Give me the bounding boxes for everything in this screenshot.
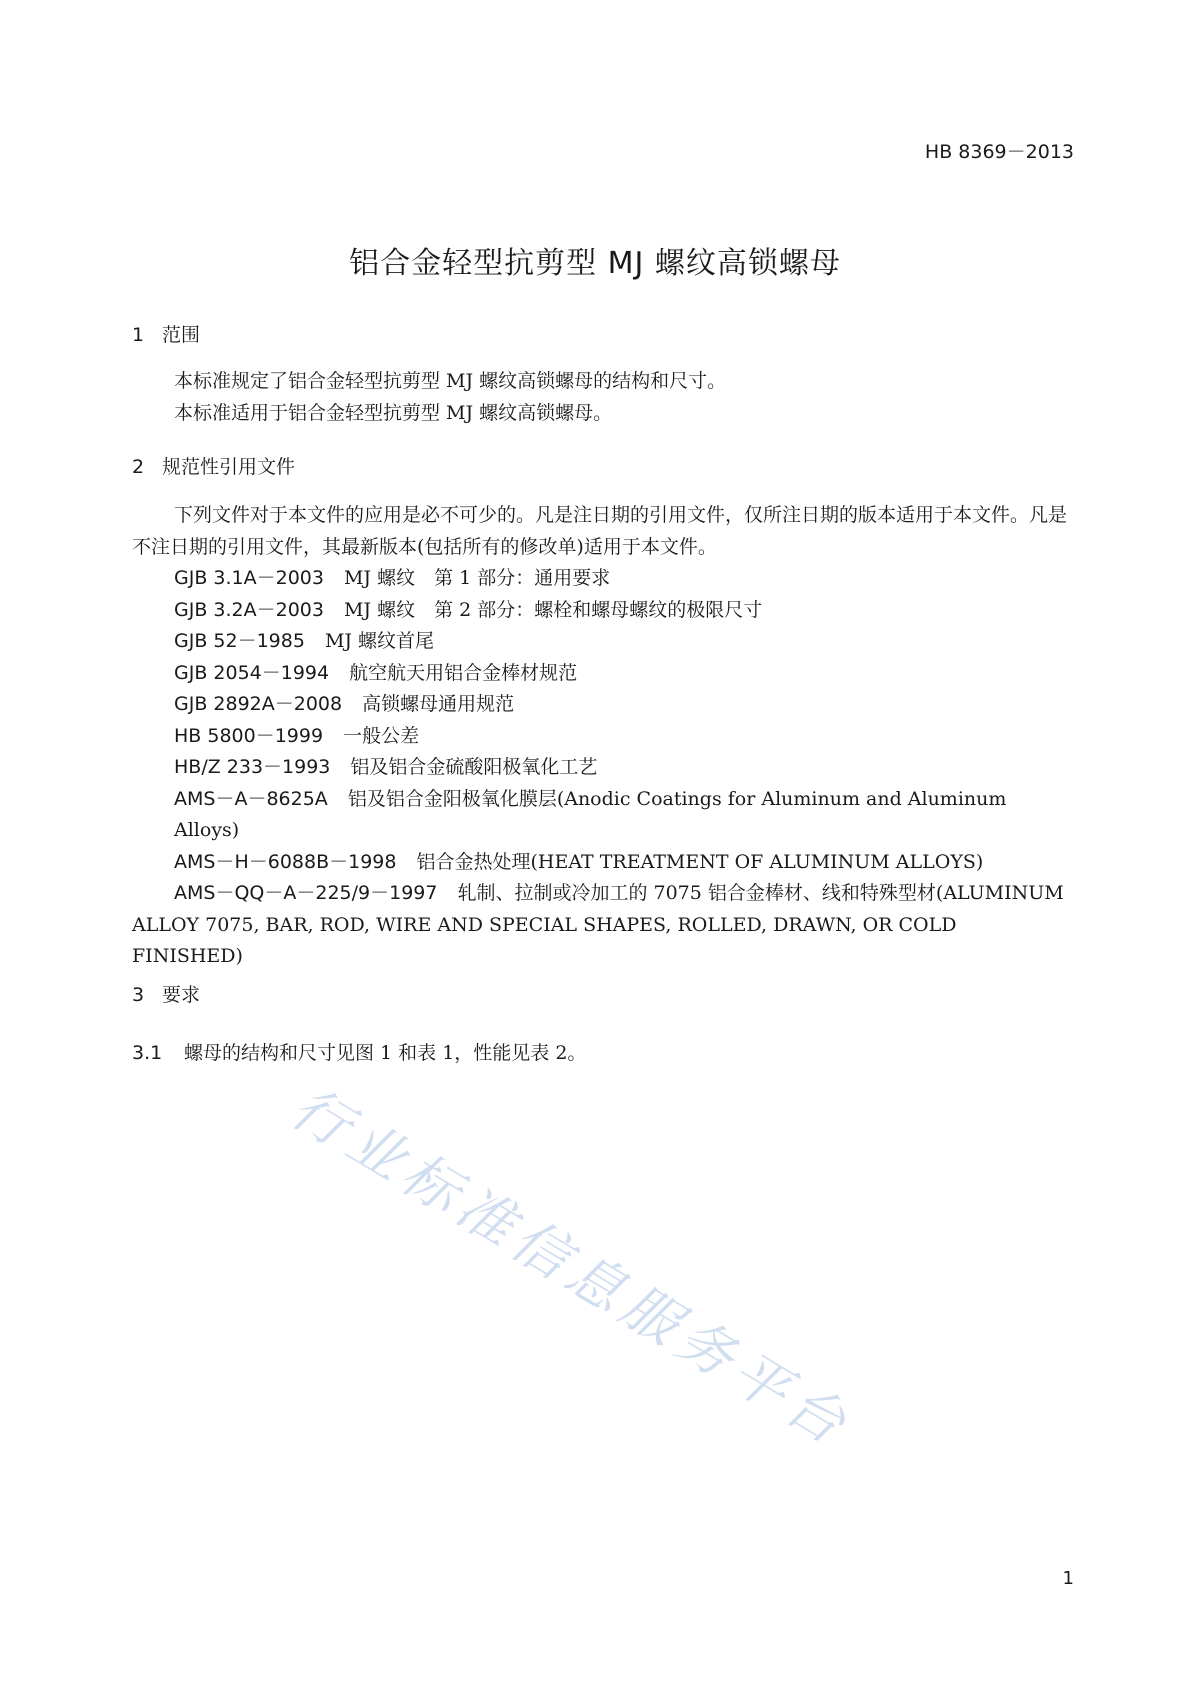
reference-title: 高锁螺母通用规范 xyxy=(362,693,515,715)
reference-item xyxy=(132,658,1072,690)
reference-title: MJ 螺纹 第 2 部分：螺栓和螺母螺纹的极限尺寸 xyxy=(343,598,763,621)
section-3-heading xyxy=(132,980,200,1007)
reference-item xyxy=(132,563,1072,595)
reference-title: 航空航天用铝合金棒材规范 xyxy=(349,661,578,684)
reference-title: 铝及铝合金阳极氧化膜层(Anodic Coatings for Aluminum and Aluminum Alloys) xyxy=(174,787,1007,841)
reference-item xyxy=(132,721,1072,753)
reference-item xyxy=(132,878,1072,973)
section-1-heading xyxy=(132,320,200,347)
reference-title: 铝合金热处理(HEAT TREATMENT OF ALUMINUM ALLOYS) xyxy=(416,850,984,873)
clause-number: 3.1 xyxy=(132,1042,163,1064)
section-title: 规范性引用文件 xyxy=(162,456,296,478)
section-number: 3 xyxy=(132,984,145,1006)
paragraph: 本标准规定了铝合金轻型抗剪型 MJ 螺纹高锁螺母的结构和尺寸。 xyxy=(174,370,727,392)
section-2-body xyxy=(132,500,1072,973)
clause-3-1 xyxy=(132,1038,586,1065)
reference-code: GJB 2892A－2008 xyxy=(174,693,343,715)
reference-item xyxy=(132,752,1072,784)
reference-item xyxy=(132,689,1072,721)
section-title: 范围 xyxy=(162,324,201,346)
reference-item xyxy=(132,784,1072,847)
reference-code: HB/Z 233－1993 xyxy=(174,756,331,778)
reference-code: HB 5800－1999 xyxy=(174,724,324,747)
document-title: 铝合金轻型抗剪型 MJ 螺纹高锁螺母 xyxy=(349,246,841,281)
reference-code: GJB 52－1985 xyxy=(174,630,305,652)
section-title: 要求 xyxy=(162,984,201,1006)
reference-item xyxy=(132,595,1072,627)
reference-title: 一般公差 xyxy=(343,724,420,747)
section-number: 1 xyxy=(132,324,145,346)
reference-item xyxy=(132,626,1072,658)
reference-title: 轧制、拉制或冷加工的 7075 铝合金棒材、线和特殊型材(ALUMINUM ALLOY 7075, BAR, ROD, WIRE AND SPECIAL SHAPES, ROLLED, DRAWN, OR COLD FINISHED) xyxy=(132,882,1064,967)
reference-code: AMS－QQ－A－225/9－1997 xyxy=(174,882,438,904)
section-number: 2 xyxy=(132,456,145,478)
reference-code: GJB 3.2A－2003 xyxy=(174,598,324,621)
section-2-heading xyxy=(132,452,295,479)
reference-code: AMS－A－8625A xyxy=(174,787,328,810)
reference-title: MJ 螺纹首尾 xyxy=(324,630,435,652)
section-1-body xyxy=(132,366,1072,429)
page-number: 1 xyxy=(1062,1568,1074,1589)
reference-title: MJ 螺纹 第 1 部分：通用要求 xyxy=(343,567,611,589)
reference-item xyxy=(132,847,1072,879)
standard-number: HB 8369－2013 xyxy=(924,141,1074,163)
watermark-text: 行业标准信息服务平台 xyxy=(280,1075,863,1461)
reference-code: GJB 3.1A－2003 xyxy=(174,567,324,589)
intro-paragraph: 下列文件对于本文件的应用是必不可少的。凡是注日期的引用文件，仅所注日期的版本适用于本文件。凡是不注日期的引用文件，其最新版本(包括所有的修改单)适用于本文件。 xyxy=(132,504,1068,558)
reference-code: GJB 2054－1994 xyxy=(174,661,330,684)
reference-code: AMS－H－6088B－1998 xyxy=(174,850,397,873)
paragraph: 本标准适用于铝合金轻型抗剪型 MJ 螺纹高锁螺母。 xyxy=(174,401,613,424)
reference-title: 铝及铝合金硫酸阳极氧化工艺 xyxy=(350,756,598,778)
clause-text: 螺母的结构和尺寸见图 1 和表 1，性能见表 2。 xyxy=(184,1042,587,1064)
